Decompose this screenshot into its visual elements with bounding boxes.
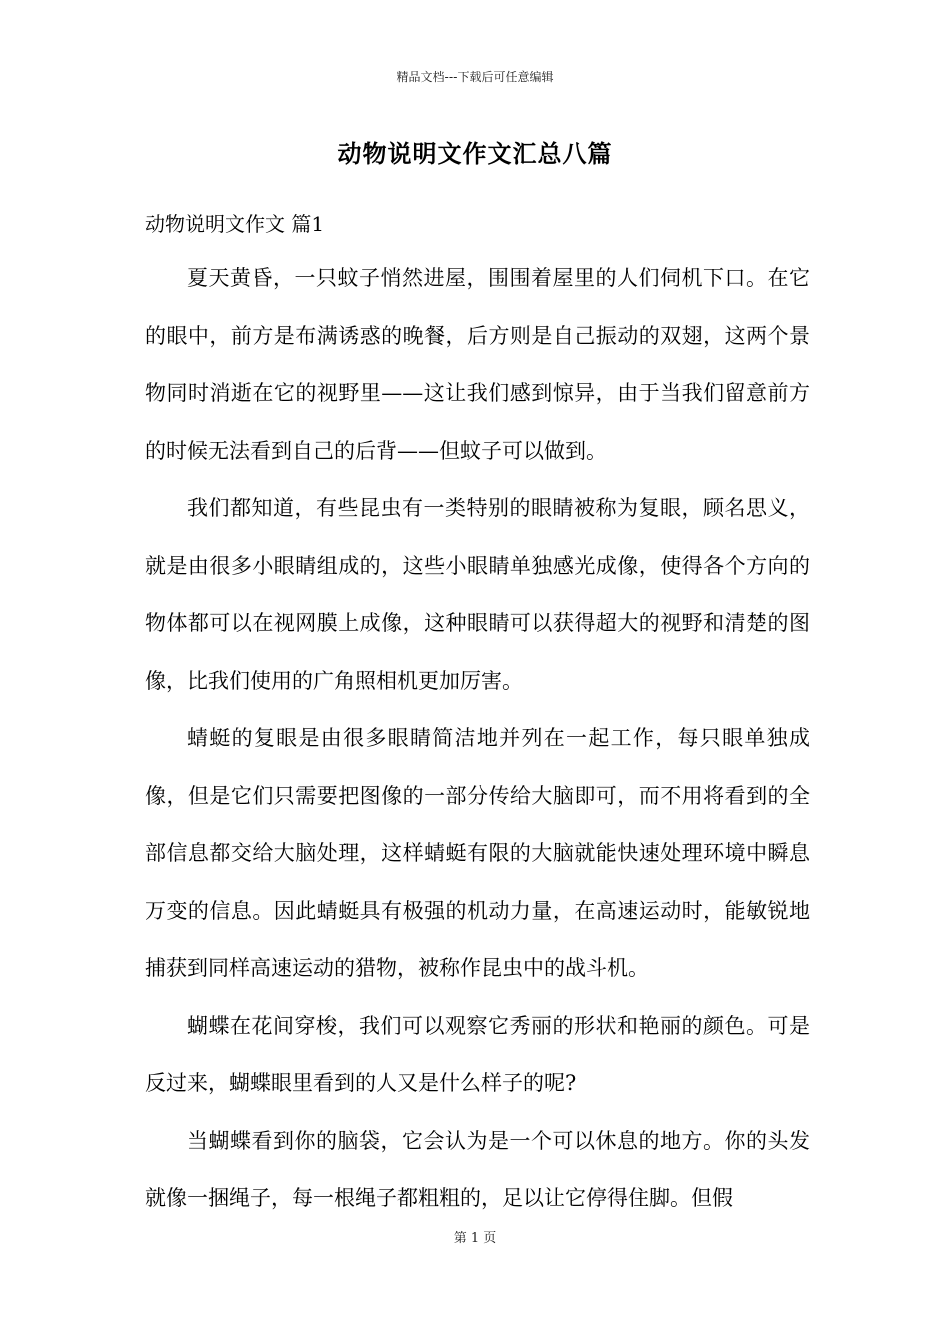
paragraph: 蝴蝶在花间穿梭，我们可以观察它秀丽的形状和艳丽的颜色。可是反过来，蝴蝶眼里看到的人又是什么样子的呢? <box>145 1013 810 1095</box>
document-title: 动物说明文作文汇总八篇 <box>337 139 613 168</box>
document-body <box>145 250 810 1228</box>
section-heading: 动物说明文作文 篇1 <box>145 212 325 236</box>
paragraph: 当蝴蝶看到你的脑袋，它会认为是一个可以休息的地方。你的头发就像一捆绳子，每一根绳子都粗粗的，足以让它停得住脚。但假 <box>145 1128 810 1210</box>
paragraph: 我们都知道，有些昆虫有一类特别的眼睛被称为复眼，顾名思义，就是由很多小眼睛组成的，这些小眼睛单独感光成像，使得各个方向的物体都可以在视网膜上成像，这种眼睛可以获得超大的视野和清楚的图像，比我们使用的广角照相机更加厉害。 <box>145 496 810 693</box>
paragraph: 蜻蜓的复眼是由很多眼睛简洁地并列在一起工作，每只眼单独成像，但是它们只需要把图像的一部分传给大脑即可，而不用将看到的全部信息都交给大脑处理，这样蜻蜓有限的大脑就能快速处理环境中瞬息万变的信息。因此蜻蜓具有极强的机动力量，在高速运动时，能敏锐地捕获到同样高速运动的猎物，被称作昆虫中的战斗机。 <box>145 726 810 980</box>
paragraph: 夏天黄昏，一只蚊子悄然进屋，围围着屋里的人们伺机下口。在它的眼中，前方是布满诱惑的晚餐，后方则是自己振动的双翅，这两个景物同时消逝在它的视野里——这让我们感到惊异，由于当我们留意前方的时候无法看到自己的后背——但蚊子可以做到。 <box>145 266 810 463</box>
page-number: 第 1 页 <box>453 1231 497 1246</box>
page-header: 精品文档---下载后可任意编辑 <box>396 70 554 84</box>
